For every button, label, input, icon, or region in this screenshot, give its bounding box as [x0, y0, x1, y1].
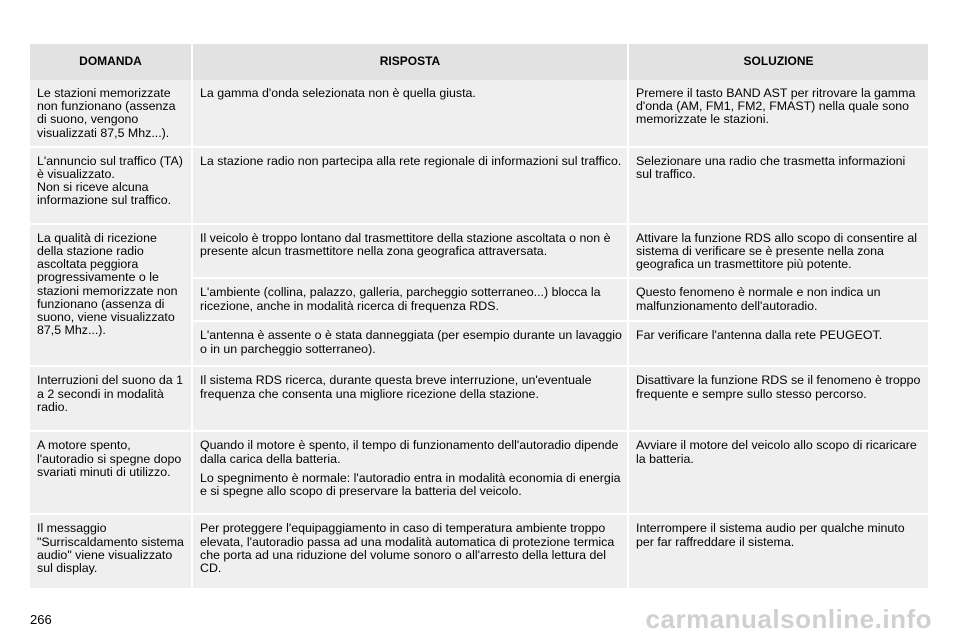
- cell-risposta: Quando il motore è spento, il tempo di funzionamento dell'autoradio dipende dalla carica della batteria. Lo spegnimento è normale: l'autoradio entra in modalità economia di energia e si spegne allo scopo di preservare la batteria del veicolo.: [192, 431, 628, 514]
- cell-risposta: La gamma d'onda selezionata non è quella giusta.: [192, 80, 628, 147]
- cell-domanda: A motore spento, l'autoradio si spegne dopo svariati minuti di utilizzo.: [30, 431, 192, 514]
- table-row: [30, 80, 928, 147]
- cell-domanda: Interruzioni del suono da 1 a 2 secondi in modalità radio.: [30, 366, 192, 431]
- cell-soluzione: Avviare il motore del veicolo allo scopo di ricaricare la batteria.: [628, 431, 928, 514]
- table-row: [30, 514, 928, 589]
- cell-soluzione: Premere il tasto BAND AST per ritrovare la gamma d'onda (AM, FM1, FM2, FMAST) nella quale sono memorizzate le stazioni.: [628, 80, 928, 147]
- cell-risposta: Per proteggere l'equipaggiamento in caso di temperatura ambiente troppo elevata, l'autoradio passa ad una modalità automatica di protezione termica che porta ad una riduzione del volume sonoro o all'arresto della lettura del CD.: [192, 514, 628, 589]
- cell-risposta: La stazione radio non partecipa alla rete regionale di informazioni sul traffico.: [192, 147, 628, 224]
- cell-domanda: Le stazioni memorizzate non funzionano (assenza di suono, vengono visualizzati 87,5 Mhz...).: [30, 80, 192, 147]
- troubleshooting-page: [30, 44, 928, 590]
- cell-domanda: L'annuncio sul traffico (TA) è visualizzato. Non si riceve alcuna informazione sul traffico.: [30, 147, 192, 224]
- cell-domanda: La qualità di ricezione della stazione radio ascoltata peggiora progressivamente o le stazioni memorizzate non funzionano (assenza di suono, viene visualizzato 87,5 Mhz...).: [30, 224, 192, 367]
- table-row: [30, 224, 928, 279]
- cell-soluzione: Selezionare una radio che trasmetta informazioni sul traffico.: [628, 147, 928, 224]
- cell-soluzione: Attivare la funzione RDS allo scopo di consentire al sistema di verificare se è presente nella zona geografica un trasmettitore più potente.: [628, 224, 928, 279]
- header-domanda: DOMANDA: [30, 44, 192, 80]
- page-number: 266: [30, 612, 52, 627]
- table-row: [30, 431, 928, 514]
- cell-risposta: L'antenna è assente o è stata danneggiata (per esempio durante un lavaggio o in un parcheggio sotterraneo).: [192, 321, 628, 366]
- troubleshooting-table: [30, 44, 928, 590]
- cell-soluzione: Questo fenomeno è normale e non indica un malfunzionamento dell'autoradio.: [628, 278, 928, 321]
- cell-risposta: L'ambiente (collina, palazzo, galleria, parcheggio sotterraneo...) blocca la ricezione, anche in modalità ricerca di frequenza RDS.: [192, 278, 628, 321]
- header-risposta: RISPOSTA: [192, 44, 628, 80]
- table-row: [30, 366, 928, 431]
- cell-soluzione: Far verificare l'antenna dalla rete PEUGEOT.: [628, 321, 928, 366]
- header-soluzione: SOLUZIONE: [628, 44, 928, 80]
- table-row: [30, 147, 928, 224]
- table-header-row: [30, 44, 928, 80]
- cell-risposta: Il veicolo è troppo lontano dal trasmettitore della stazione ascoltata o non è presente alcun trasmettitore nella zona geografica attraversata.: [192, 224, 628, 279]
- watermark: carmanualsonline.info: [645, 604, 932, 634]
- cell-soluzione: Disattivare la funzione RDS se il fenomeno è troppo frequente e sempre sullo stesso percorso.: [628, 366, 928, 431]
- cell-domanda: Il messaggio "Surriscaldamento sistema audio" viene visualizzato sul display.: [30, 514, 192, 589]
- cell-risposta: Il sistema RDS ricerca, durante questa breve interruzione, un'eventuale frequenza che consenta una migliore ricezione della stazione.: [192, 366, 628, 431]
- cell-soluzione: Interrompere il sistema audio per qualche minuto per far raffreddare il sistema.: [628, 514, 928, 589]
